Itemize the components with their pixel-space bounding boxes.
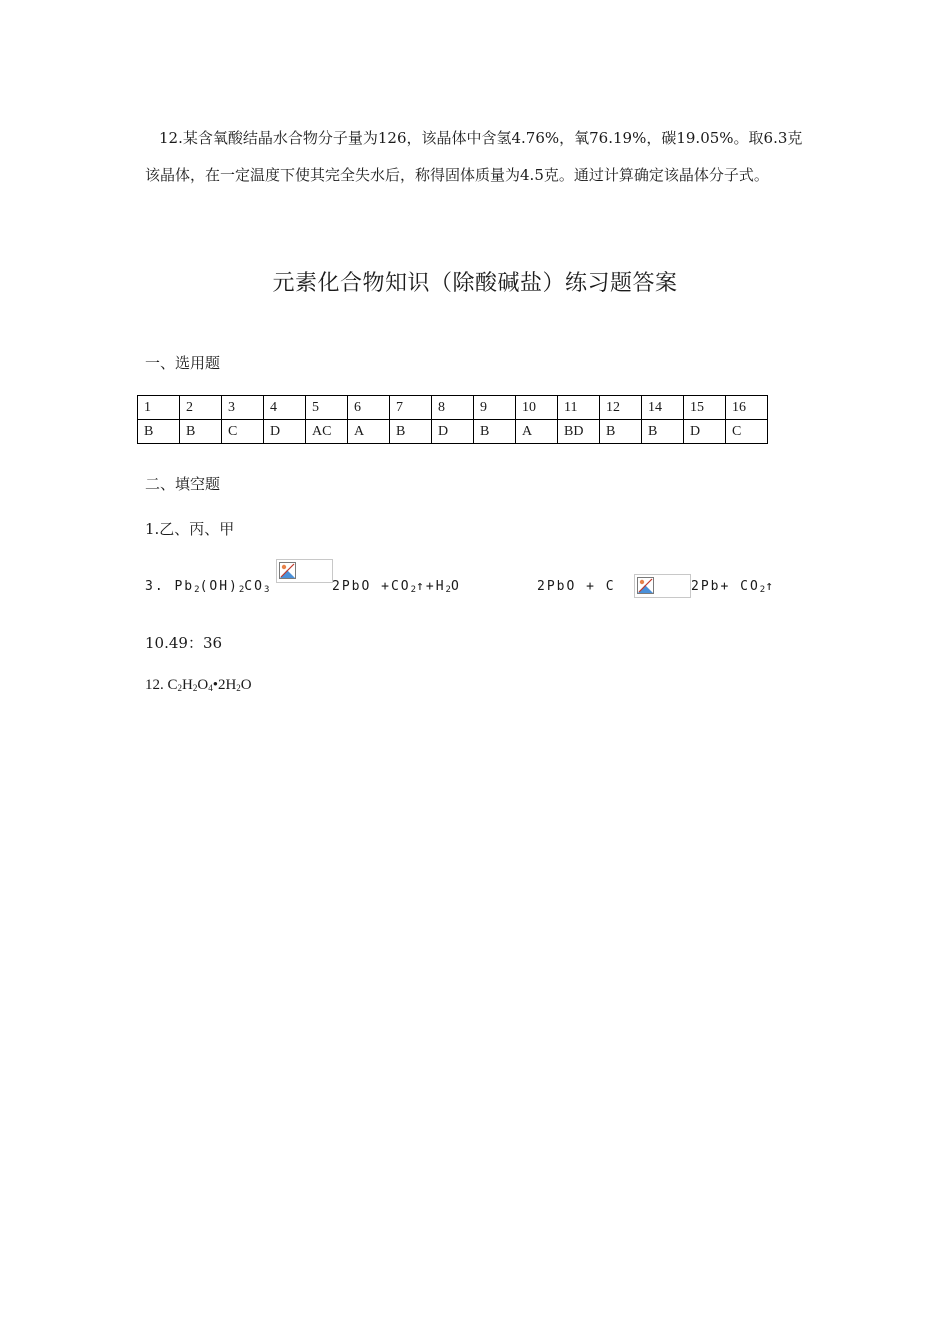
formula-text: 12. C [145,677,178,693]
eq-sub: 2 [238,585,245,595]
formula-text: H [182,677,193,693]
broken-image-icon [279,562,296,579]
table-cell: C [222,420,264,444]
eq-sub: 2 [445,585,451,595]
broken-image-placeholder [276,559,333,583]
broken-image-icon [637,577,654,594]
table-cell: 6 [348,396,390,420]
table-cell: B [390,420,432,444]
table-cell: B [600,420,642,444]
table-cell: A [516,420,558,444]
table-cell: 1 [138,396,180,420]
table-cell: 11 [558,396,600,420]
eq-text: CO [244,579,264,594]
table-cell: B [642,420,684,444]
table-cell: B [180,420,222,444]
table-cell: 16 [726,396,768,420]
eq-text: (OH) [199,579,239,594]
section-heading-fill: 二、填空题 [145,475,221,493]
table-cell: 8 [432,396,474,420]
eq-sub: 3 [263,585,270,595]
equation-1-reactants [145,579,269,595]
formula-sub: 2 [192,683,198,693]
formula-sub: 4 [208,683,213,693]
table-cell: A [348,420,390,444]
eq-sub: 2 [410,585,417,595]
table-cell: B [138,420,180,444]
table-cell: 10 [516,396,558,420]
table-cell: C [726,420,768,444]
eq-text: O [450,579,461,594]
table-row-answers [138,420,768,444]
table-cell: 14 [642,396,684,420]
answer-table [137,395,768,444]
equation-2-products [691,579,775,595]
eq-text: ↑+H [416,579,446,594]
table-cell: D [432,420,474,444]
table-cell: D [684,420,726,444]
eq-text: 2PbO +CO [332,579,411,594]
question-12: 12.某含氧酸结晶水合物分子量为126，该晶体中含氢4.76%，氧76.19%，碳19.05%。取6.3克该晶体，在一定温度下使其完全失水后，称得固体质量为4.5克。通过计算确定该晶体分子式。 [145,129,803,184]
table-row-numbers [138,396,768,420]
table-cell: 4 [264,396,306,420]
formula-text: O [240,677,252,693]
table-cell: AC [306,420,348,444]
answer-item-1: 1.乙、丙、甲 [145,520,235,538]
eq-text: ↑ [765,579,776,594]
table-cell: 2 [180,396,222,420]
table-cell: 7 [390,396,432,420]
table-cell: 5 [306,396,348,420]
formula-sub: 2 [236,683,241,693]
table-cell: 9 [474,396,516,420]
formula-text: •2H [212,677,237,693]
formula-sub: 2 [177,683,183,693]
section-heading-choice: 一、选用题 [145,354,221,372]
answer-item-10: 10.49：36 [145,634,223,652]
table-cell: B [474,420,516,444]
table-cell: BD [558,420,600,444]
eq-text: 3. Pb [145,579,195,594]
table-cell: D [264,420,306,444]
equation-2-reactants: 2PbO + C [537,579,616,594]
eq-sub: 2 [194,585,200,595]
broken-image-placeholder [634,574,691,598]
equation-1-products [332,579,461,595]
table-cell: 15 [684,396,726,420]
table-cell: 12 [600,396,642,420]
table-cell: 3 [222,396,264,420]
formula-text: O [197,677,209,693]
page-title: 元素化合物知识（除酸碱盐）练习题答案 [272,271,678,296]
answer-item-12 [145,677,252,694]
eq-text: 2Pb+ CO [691,579,760,594]
eq-sub: 2 [759,585,766,595]
